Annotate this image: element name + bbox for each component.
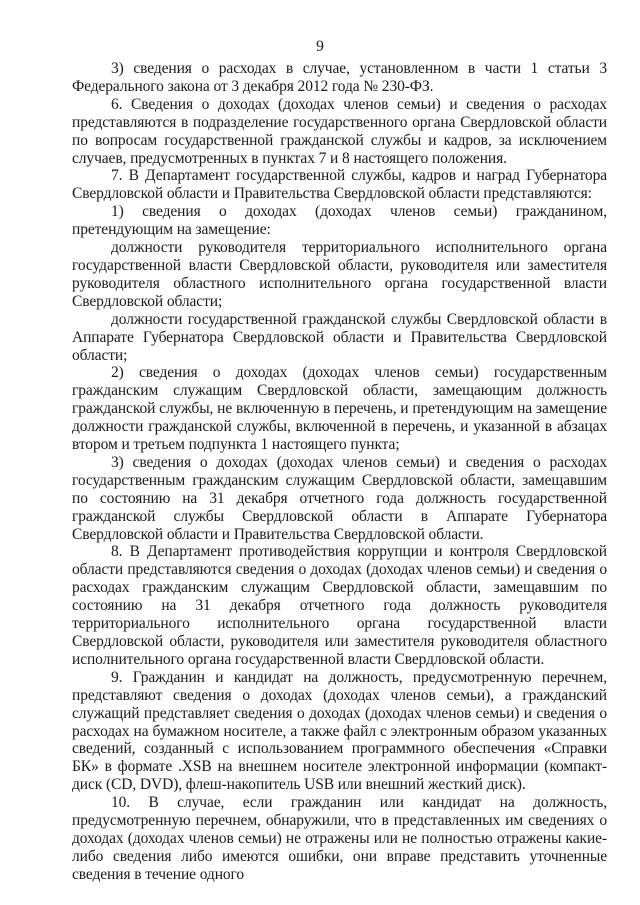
paragraph-item-8: 8. В Департамент противодействия коррупции и контроля Свердловской области представляются сведения о доходах (доходах членов семьи) и сведения о расходах гражданским служащим Свердловской области, замещавшим по состоянию на 31 декабря отчетного года должность руководителя территориального исполнительного органа государственной власти Свердловской области, руководителя или заместителя руководителя областного исполнительного органа государственной власти Свердловской области. [72, 543, 607, 668]
page-number: 9 [316, 38, 324, 55]
paragraph-item-6: 6. Сведения о доходах (доходах членов семьи) и сведения о расходах представляются в подразделение государственного органа Свердловской области по вопросам государственной гражданской службы и кадров, за исключением случаев, предусмотренных в пунктах 7 и 8 настоящего положения. [72, 95, 607, 167]
paragraph-item-7-3: 3) сведения о доходах (доходах членов семьи) и сведения о расходах государственным гражданским служащим Свердловской области, замещавшим по состоянию на 31 декабря отчетного года должность государственной гражданской службы Свердловской области в Аппарате Губернатора Свердловской области и Правительства Свердловской области. [72, 453, 607, 543]
paragraph-item-7-1: 1) сведения о доходах (доходах членов семьи) гражданином, претендующим на замещение: [72, 203, 607, 239]
document-body [72, 60, 607, 884]
paragraph-item-5-3: 3) сведения о расходах в случае, установленном в части 1 статьи 3 Федерального закона от 3 декабря 2012 года № 230-ФЗ. [72, 60, 607, 95]
paragraph-item-10: 10. В случае, если гражданин или кандидат на должность, предусмотренную перечнем, обнаружили, что в представленных им сведениях о доходах (доходах членов семьи) не отражены или не полностью отражены какие-либо сведения либо имеются ошибки, они вправе представить уточненные сведения в течение одного [72, 794, 607, 883]
paragraph-item-7-1-a: должности руководителя территориального исполнительного органа государственной власти Свердловской области, руководителя или заместителя руководителя областного исполнительного органа государственной власти Свердловской области; [72, 239, 607, 310]
paragraph-item-9: 9. Гражданин и кандидат на должность, предусмотренную перечнем, представляют сведения о доходах (доходах членов семьи), а гражданский служащий представляет сведения о доходах (доходах членов семьи) и сведения о расходах на бумажном носителе, а также файл с электронным образом указанных сведений, созданный с использованием программного обеспечения «Справки БК» в формате .XSB на внешнем носителе электронной информации (компакт-диск (CD, DVD), флеш-накопитель USB или внешний жесткий диск). [72, 668, 607, 794]
paragraph-item-7-2: 2) сведения о доходах (доходах членов семьи) государственным гражданским служащим Свердловской области, замещающим должность гражданской службы, не включенную в перечень, и претендующим на замещение должности гражданской службы, включенной в перечень, и указанной в абзацах втором и третьем подпункта 1 настоящего пункта; [72, 364, 607, 454]
paragraph-item-7-1-b: должности государственной гражданской службы Свердловской области в Аппарате Губернатора Свердловской области и Правительства Свердловской области; [72, 310, 607, 364]
paragraph-item-7: 7. В Департамент государственной службы, кадров и наград Губернатора Свердловской области и Правительства Свердловской области представляются: [72, 167, 607, 203]
